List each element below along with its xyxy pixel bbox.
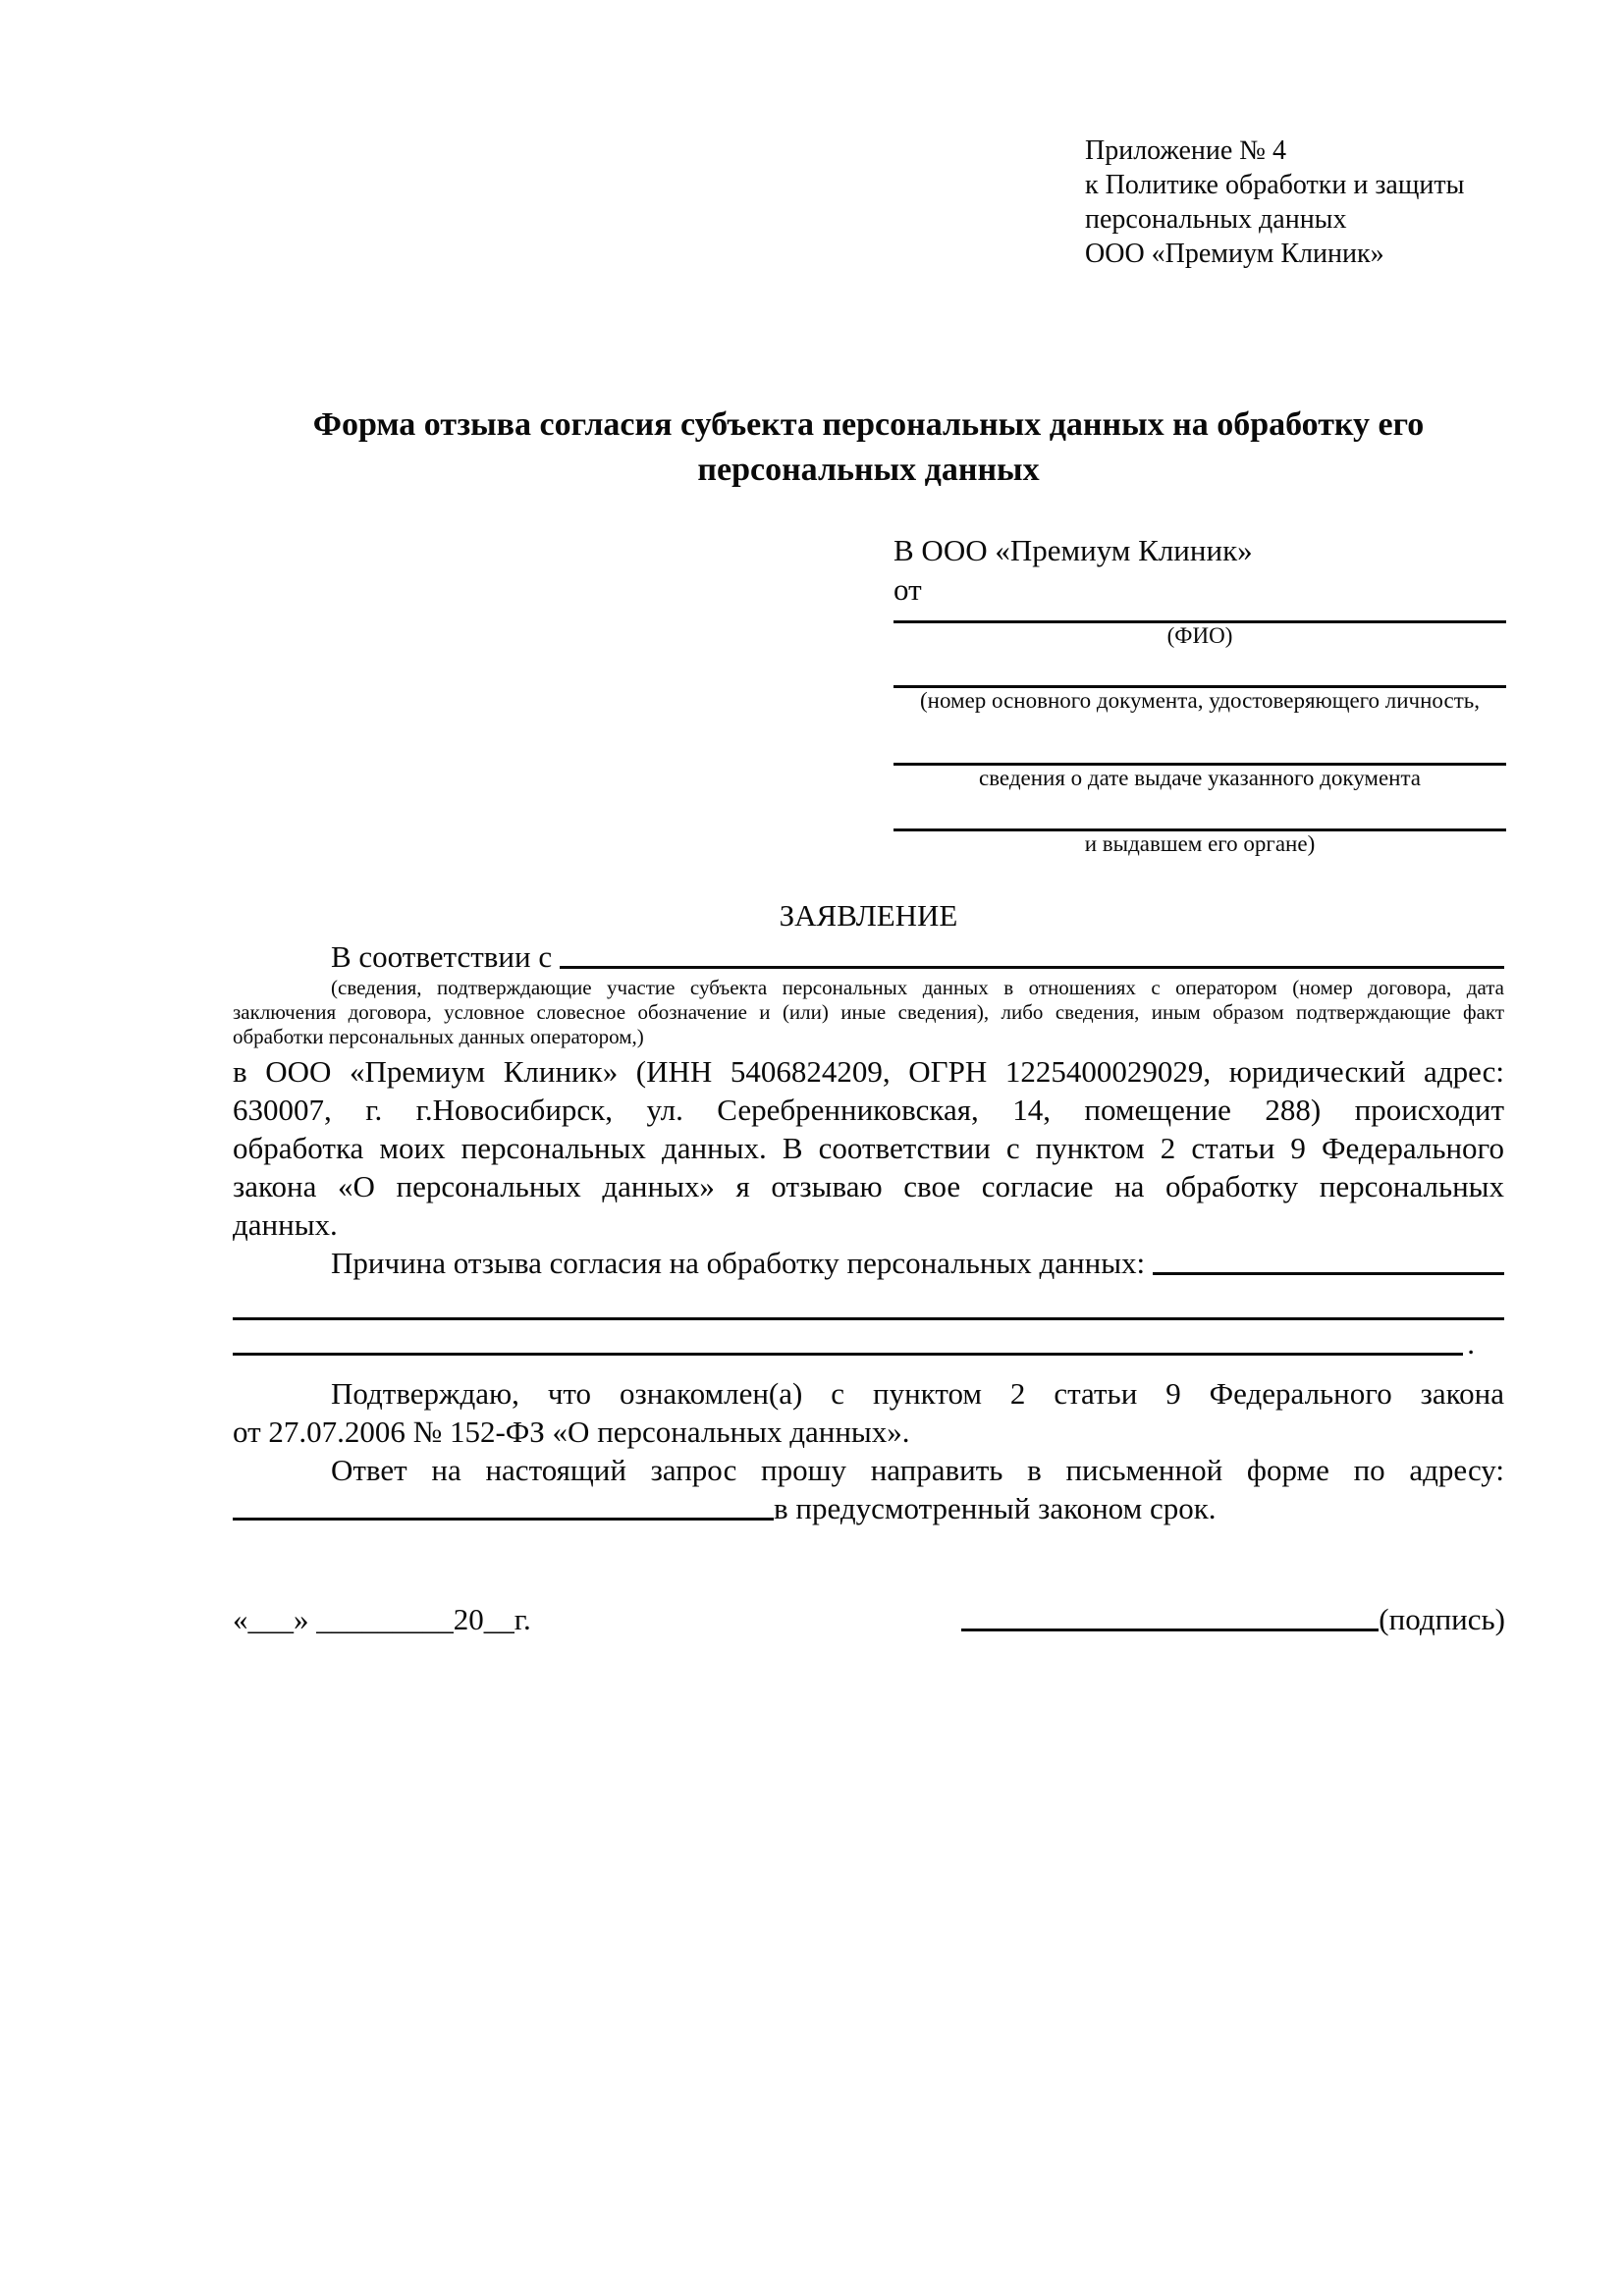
address-blank-line — [233, 1489, 774, 1521]
document-number-caption: (номер основного документа, удостоверяющего личность, — [919, 688, 1480, 713]
main-paragraph — [233, 1052, 1504, 1244]
issuer-blank-line — [893, 791, 1506, 831]
reply-paragraph — [233, 1451, 1504, 1527]
fineprint-note — [233, 976, 1504, 1049]
reason-blank-line — [1153, 1244, 1504, 1275]
fio-blank-line — [893, 610, 1506, 623]
reply-line: в предусмотренный законом срок. — [774, 1491, 1217, 1525]
fineprint-line: обработки персональных данных оператором,) — [233, 1025, 644, 1048]
main-paragraph-line: данных. — [233, 1207, 338, 1242]
addressee-from-label: от — [893, 572, 922, 607]
intro-prefix: В соответствии с — [331, 939, 560, 974]
fineprint-line: заключения договора, условное словесное обозначение и (или) иные сведения), либо сведения, иным образом подтверждающие факт — [233, 1000, 1504, 1024]
document-number-blank-line — [893, 649, 1506, 688]
basis-blank-line — [560, 937, 1504, 969]
reply-line: Ответ на настоящий запрос прошу направить в письменной форме по адресу: — [331, 1453, 1504, 1487]
main-paragraph-line: 630007, г. г.Новосибирск, ул. Серебренниковская, 14, помещение 288) происходит — [233, 1093, 1504, 1127]
reason-row — [233, 1244, 1504, 1282]
signature-caption: (подпись) — [1379, 1602, 1505, 1636]
signature-blank-line — [961, 1600, 1379, 1631]
fineprint-line: (сведения, подтверждающие участие субъекта персональных данных в отношениях с оператором (номер договора, дата — [331, 976, 1504, 999]
issuer-caption: и выдавшем его органе) — [1084, 831, 1316, 856]
document-title: Форма отзыва согласия субъекта персональных данных на обработку его персональных данных — [312, 406, 1425, 488]
confirmation-line: от 27.07.2006 № 152-ФЗ «О персональных данных». — [233, 1415, 910, 1449]
main-paragraph-line: в ООО «Премиум Клиник» (ИНН 5406824209, ОГРН 1225400029029, юридический адрес: — [233, 1054, 1504, 1089]
reason-blank-line-3 — [233, 1327, 1463, 1356]
sentence-terminator: . — [1467, 1326, 1475, 1361]
reason-blank-line-2 — [233, 1282, 1504, 1320]
statement-heading: ЗАЯВЛЕНИЕ — [779, 898, 958, 933]
issue-date-blank-line — [893, 714, 1506, 766]
appendix-line: Приложение № 4 — [1085, 135, 1286, 166]
date-blank-line: «___» _________20__г. — [233, 1602, 531, 1636]
confirmation-paragraph — [233, 1374, 1504, 1451]
addressee-block — [893, 531, 1506, 857]
main-paragraph-line: обработка моих персональных данных. В соответствии с пунктом 2 статьи 9 Федерального — [233, 1131, 1504, 1165]
signature-block — [961, 1600, 1505, 1639]
reason-label: Причина отзыва согласия на обработку персональных данных: — [331, 1246, 1153, 1280]
reason-continuation-row — [233, 1327, 1504, 1360]
main-paragraph-line: закона «О персональных данных» я отзываю свое согласие на обработку персональных — [233, 1169, 1504, 1203]
appendix-line: ООО «Премиум Клиник» — [1085, 239, 1384, 269]
addressee-to: В ООО «Премиум Клиник» — [893, 533, 1253, 567]
fio-caption: (ФИО) — [1166, 623, 1233, 648]
appendix-line: к Политике обработки и защиты — [1085, 170, 1465, 200]
appendix-block — [1085, 133, 1464, 271]
confirmation-line: Подтверждаю, что ознакомлен(а) с пунктом 2 статьи 9 Федерального закона — [331, 1376, 1504, 1411]
reply-address-row — [233, 1489, 1504, 1527]
statement-body — [233, 937, 1504, 1527]
intro-row — [233, 937, 1504, 976]
date-signature-row — [233, 1600, 1505, 1639]
reason-continuation-row — [233, 1282, 1504, 1327]
appendix-line: персональных данных — [1085, 204, 1347, 235]
issue-date-caption: сведения о дате выдаче указанного документа — [978, 766, 1422, 790]
